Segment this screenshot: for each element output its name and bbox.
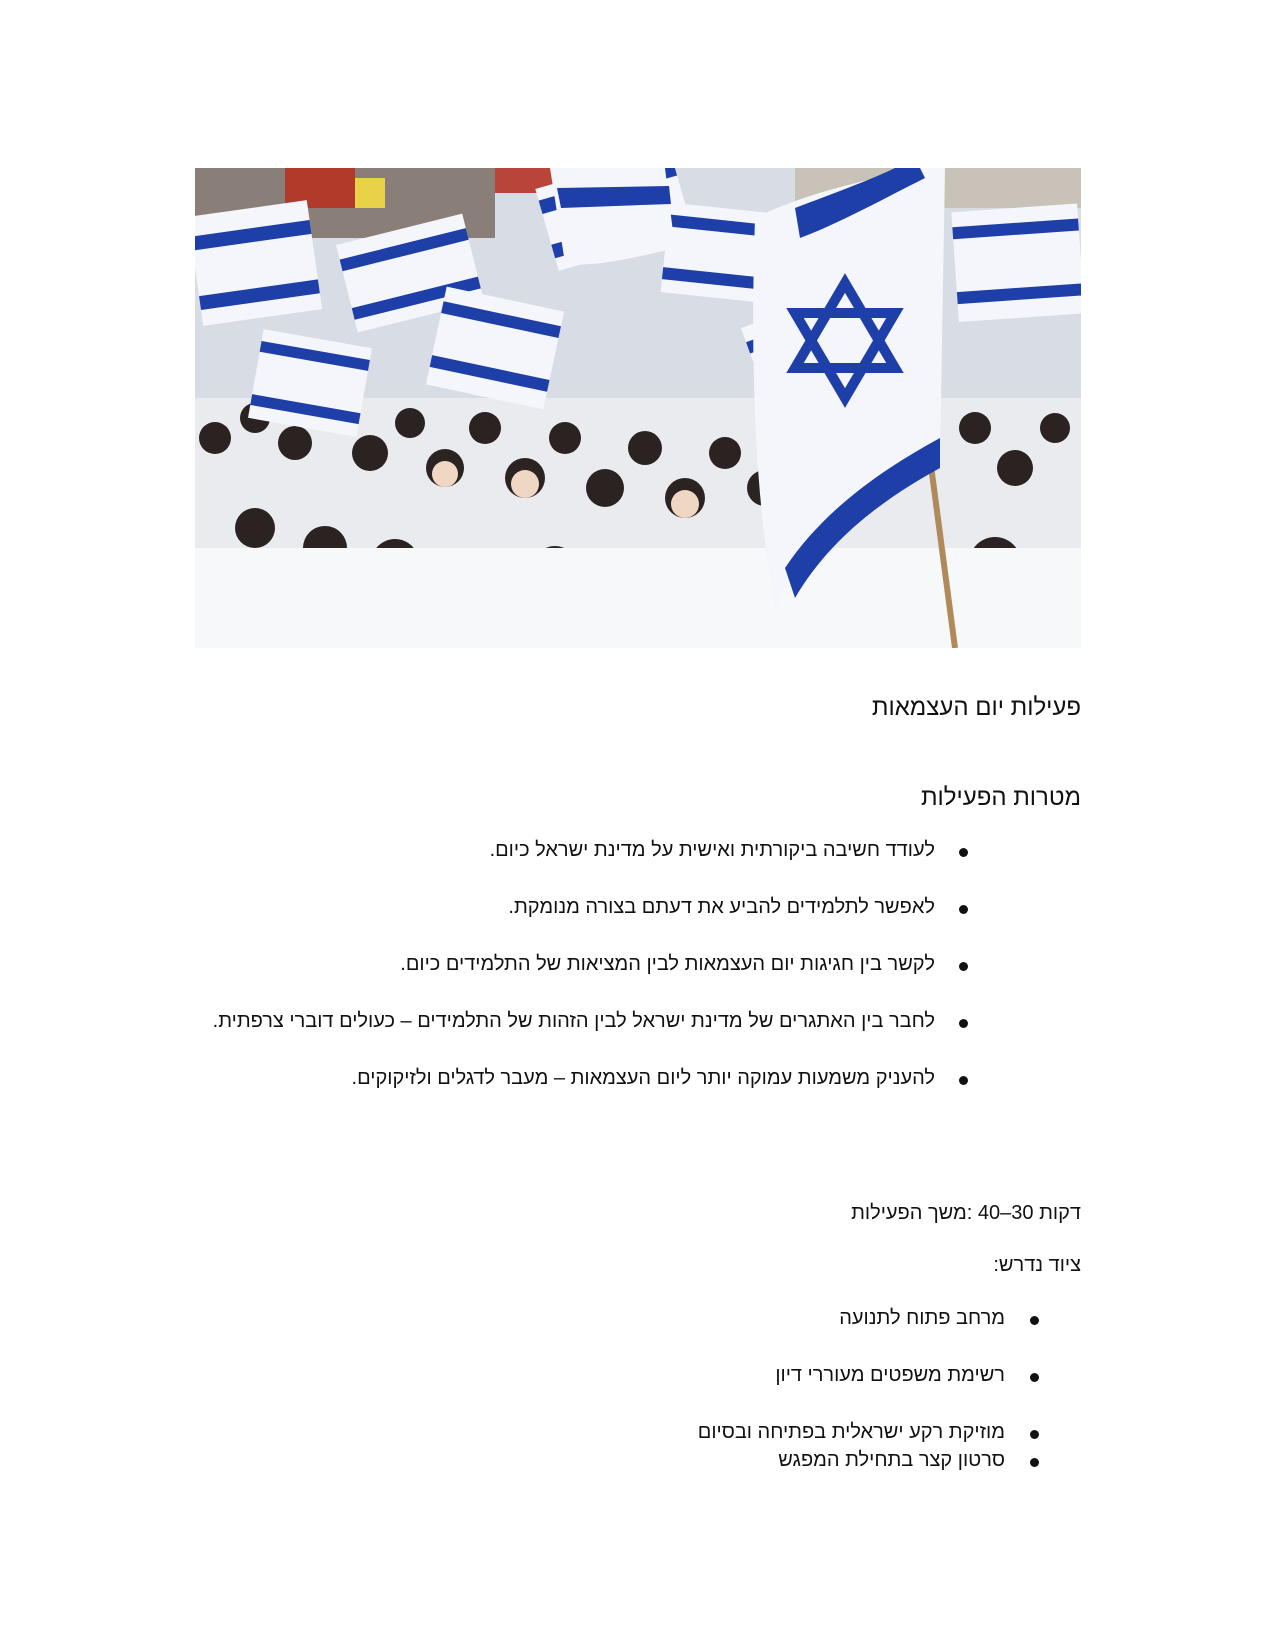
- equipment-list: [381, 1306, 1081, 1476]
- list-item: לאפשר לתלמידים להביע את דעתם בצורה מנומקת.: [181, 895, 1081, 952]
- list-item: לקשר בין חגיגות יום העצמאות לבין המציאות של התלמידים כיום.: [181, 952, 1081, 1009]
- page-title: פעילות יום העצמאות: [871, 694, 1081, 721]
- list-item: לעודד חשיבה ביקורתית ואישית על מדינת ישראל כיום.: [181, 838, 1081, 895]
- hero-image: [195, 168, 1081, 648]
- equipment-label: ציוד נדרש:: [993, 1254, 1081, 1276]
- list-item: מוזיקת רקע ישראלית בפתיחה ובסיום: [381, 1420, 1081, 1448]
- list-item: סרטון קצר בתחילת המפגש: [381, 1448, 1081, 1476]
- list-item: מרחב פתוח לתנועה: [381, 1306, 1081, 1363]
- list-item: לחבר בין האתגרים של מדינת ישראל לבין הזהות של התלמידים – כעולים דוברי צרפתית.: [181, 1009, 1081, 1066]
- list-item: רשימת משפטים מעוררי דיון: [381, 1363, 1081, 1420]
- goals-heading: מטרות הפעילות: [920, 784, 1081, 811]
- flag-crowd-photo: [195, 168, 1081, 648]
- duration-text: דקות 30–40 :משך הפעילות: [851, 1202, 1081, 1224]
- goals-list: [181, 838, 1081, 1123]
- list-item: להעניק משמעות עמוקה יותר ליום העצמאות – מעבר לדגלים ולזיקוקים.: [181, 1066, 1081, 1123]
